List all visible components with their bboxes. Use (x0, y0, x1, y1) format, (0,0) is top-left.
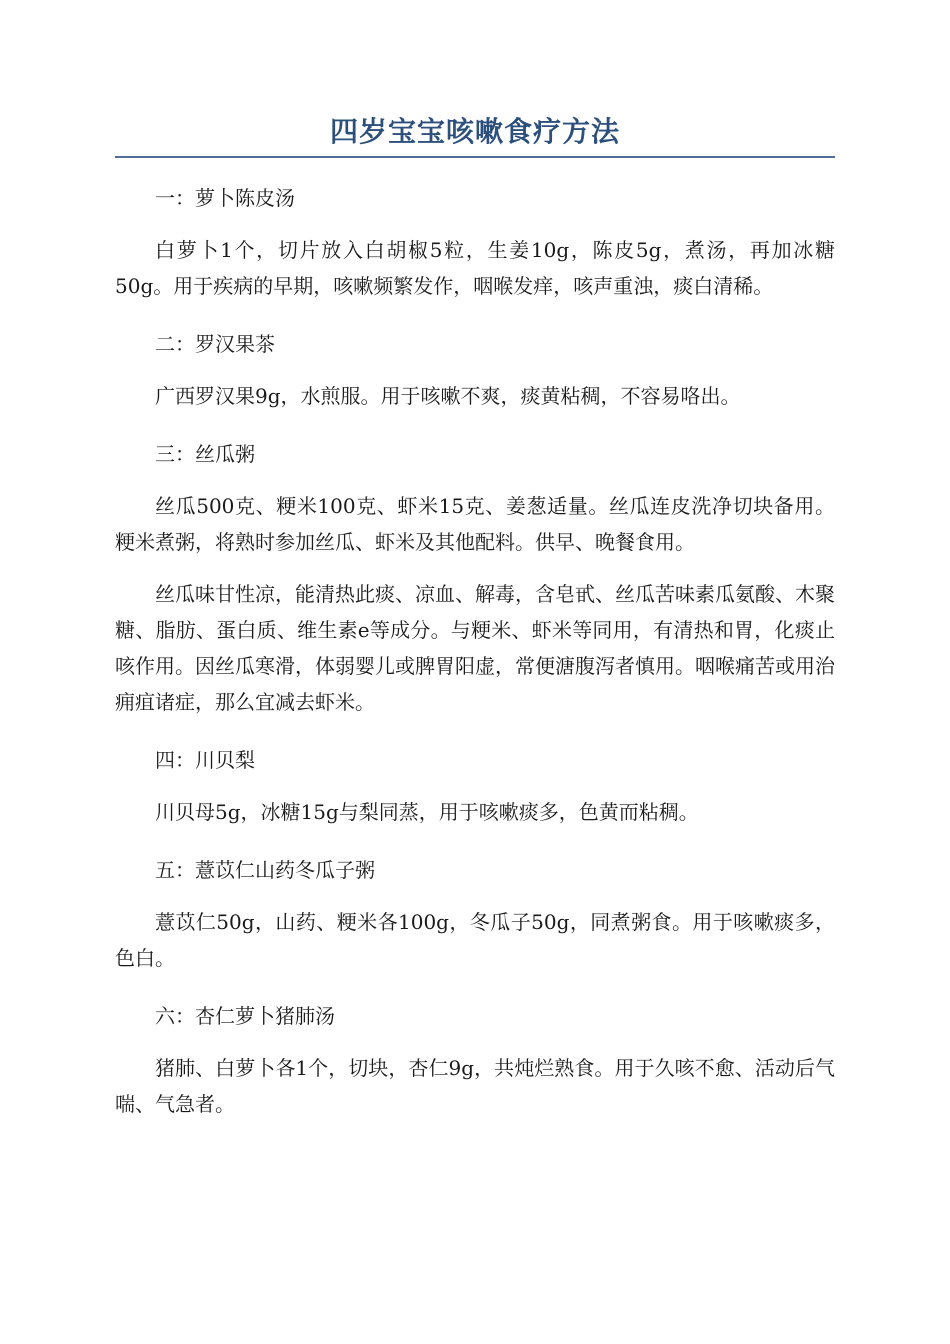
section-2 (115, 326, 835, 414)
section-1 (115, 180, 835, 304)
section-heading: 四：川贝梨 (155, 748, 255, 772)
section-paragraph: 白萝卜1个，切片放入白胡椒5粒，生姜10g，陈皮5g，煮汤，再加冰糖50g。用于疾病的早期，咳嗽频繁发作，咽喉发痒，咳声重浊，痰白清稀。 (115, 238, 835, 298)
section-6 (115, 998, 835, 1122)
section-heading: 五：薏苡仁山药冬瓜子粥 (155, 858, 375, 882)
section-paragraph: 丝瓜500克、粳米100克、虾米15克、姜葱适量。丝瓜连皮洗净切块备用。粳米煮粥，将熟时参加丝瓜、虾米及其他配料。供早、晚餐食用。 (115, 494, 835, 554)
section-3 (115, 436, 835, 720)
section-heading: 二：罗汉果茶 (155, 332, 275, 356)
section-paragraph: 丝瓜味甘性凉，能清热此痰、凉血、解毒，含皂甙、丝瓜苦味素瓜氨酸、木聚糖、脂肪、蛋白质、维生素e等成分。与粳米、虾米等同用，有清热和胃，化痰止咳作用。因丝瓜寒滑，体弱婴儿或脾胃阳虚，常便溏腹泻者慎用。咽喉痛苦或用治痈疽诸症，那么宜减去虾米。 (115, 582, 835, 714)
section-paragraph: 薏苡仁50g，山药、粳米各100g，冬瓜子50g，同煮粥食。用于咳嗽痰多，色白。 (115, 910, 835, 970)
section-heading: 三：丝瓜粥 (155, 442, 255, 466)
document-page (115, 112, 835, 1122)
section-4 (115, 742, 835, 830)
section-heading: 一：萝卜陈皮汤 (155, 186, 295, 210)
document-title: 四岁宝宝咳嗽食疗方法 (115, 112, 835, 158)
section-paragraph: 川贝母5g，冰糖15g与梨同蒸，用于咳嗽痰多，色黄而粘稠。 (155, 800, 699, 824)
section-paragraph: 广西罗汉果9g，水煎服。用于咳嗽不爽，痰黄粘稠，不容易咯出。 (155, 384, 741, 408)
section-heading: 六：杏仁萝卜猪肺汤 (155, 1004, 335, 1028)
section-5 (115, 852, 835, 976)
section-paragraph: 猪肺、白萝卜各1个，切块，杏仁9g，共炖烂熟食。用于久咳不愈、活动后气喘、气急者。 (115, 1056, 835, 1116)
